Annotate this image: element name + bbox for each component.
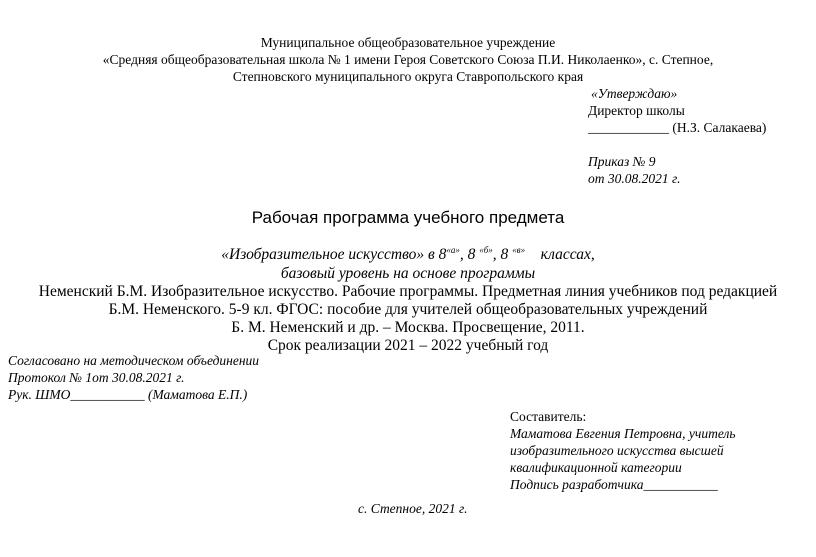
compiler-line3: квалификационной категории [510,460,682,475]
compiler-line1: Маматова Евгения Петровна, учитель [510,426,736,441]
agreement-line3: Рук. ШМО___________ (Маматова Е.П.) [8,387,248,402]
approval-signature: ____________ (Н.З. Салакаева) [588,120,767,135]
program-period: Срок реализации 2021 – 2022 учебный год [267,337,549,354]
class-v: «в» [512,244,526,255]
program-basis-line2: Б.М. Неменского. 5-9 кл. ФГОС: пособие для учителей общеобразовательных учреждений [108,301,708,318]
approval-block [588,85,766,187]
class-b: «б» [479,244,493,255]
compiler-signature: Подпись разработчика___________ [510,477,718,492]
school-name-line1: Муниципальное общеобразовательное учреждение [260,35,556,50]
classes-word: классах, [540,246,595,263]
approval-position: Директор школы [588,103,685,118]
approval-order-date: от 30.08.2021 г. [588,171,681,186]
school-name-line3: Степновского муниципального округа Ставропольского края [232,69,584,84]
compiler-block [510,408,736,493]
program-title: Рабочая программа учебного предмета [251,208,565,227]
compiler-line2: изобразительного искусства высшей [510,443,724,458]
approval-order: Приказ № 9 [588,154,656,169]
program-basis-line1: Неменский Б.М. Изобразительное искусство. Рабочие программы. Предметная линия учебников под редакцией [38,283,778,300]
class-a: «а» [446,244,460,255]
agreement-line2: Протокол № 1от 30.08.2021 г. [8,370,185,385]
compiler-label: Составитель: [510,409,587,424]
agreement-block [8,352,259,403]
school-name-line2: «Средняя общеобразовательная школа № 1 имени Героя Советского Союза П.И. Николаенко», с. Степное, [102,52,714,67]
place-year: с. Степное, 2021 г. [358,501,468,516]
subject-line: «Изобразительное искусство» в $8^{«а»}$, 8 $^{«б»}$, 8 $^{«в»}$ классах, [221,244,595,263]
program-basis-line3: Б. М. Неменский и др. – Москва. Просвещение, 2011. [231,319,585,336]
approval-label: «Утверждаю» [591,86,678,101]
agreement-line1: Согласовано на методическом объединении [8,353,260,368]
subject-text: «Изобразительное искусство» в 8 [221,246,447,263]
program-level: базовый уровень на основе программы [280,265,536,282]
